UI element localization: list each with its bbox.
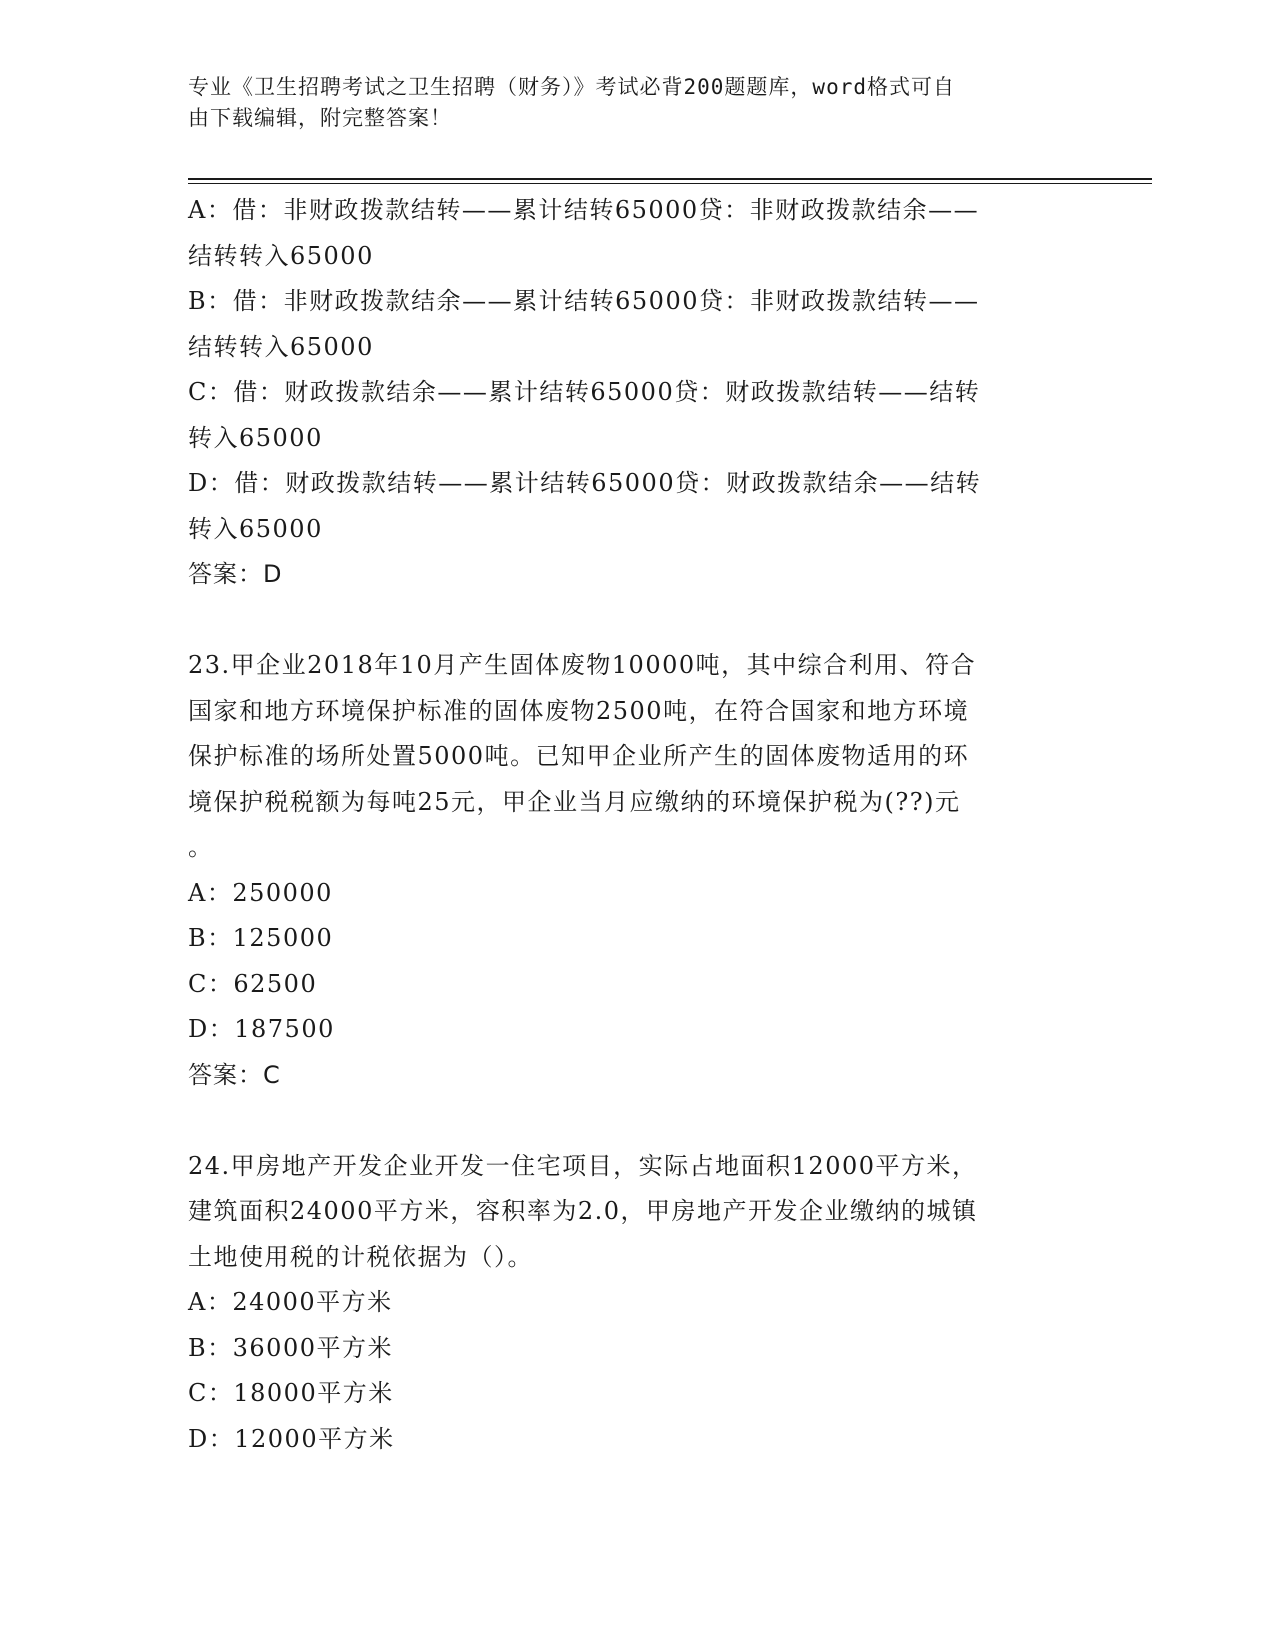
header-line-2: 由下载编辑，附完整答案！ xyxy=(188,106,452,130)
question-24 xyxy=(188,1144,1088,1463)
spacer xyxy=(188,1098,1088,1144)
question-24-option-a: A：24000平方米 xyxy=(188,1288,393,1316)
option-c-line-2: 转入65000 xyxy=(188,423,323,452)
question-24-option-b: B：36000平方米 xyxy=(188,1333,393,1362)
question-24-option-d: D：12000平方米 xyxy=(188,1424,395,1453)
option-d-line-2: 转入65000 xyxy=(188,514,323,543)
header-line-1: 专业《卫生招聘考试之卫生招聘（财务）》考试必背200题题库，word格式可自 xyxy=(188,75,955,99)
option-b-line-2: 结转转入65000 xyxy=(188,332,374,361)
question-23-option-d: D：187500 xyxy=(188,1015,335,1043)
question-23-option-a: A：250000 xyxy=(188,878,333,907)
option-a-line-2: 结转转入65000 xyxy=(188,241,374,270)
option-c-line-1: C：借：财政拨款结余——累计结转65000贷：财政拨款结转——结转 xyxy=(188,378,981,406)
question-23-stem-line-1: 23.甲企业2018年10月产生固体废物10000吨，其中综合利用、符合 xyxy=(188,651,977,679)
option-a-line-1: A：借：非财政拨款结转——累计结转65000贷：非财政拨款结余—— xyxy=(188,196,980,224)
question-23-stem-line-5: 。 xyxy=(188,833,214,861)
question-24-option-c: C：18000平方米 xyxy=(188,1379,394,1407)
option-d-line-1: D：借：财政拨款结转——累计结转65000贷：财政拨款结余——结转 xyxy=(188,469,982,497)
question-23-stem-line-3: 保护标准的场所处置5000吨。已知甲企业所产生的固体废物适用的环 xyxy=(188,742,970,770)
question-22-answer: 答案：D xyxy=(188,560,283,588)
document-body xyxy=(188,188,1088,1462)
question-24-stem-line-1: 24.甲房地产开发企业开发一住宅项目，实际占地面积12000平方米， xyxy=(188,1151,978,1180)
header-rule-thick xyxy=(188,178,1152,180)
question-23-stem-line-4: 境保护税税额为每吨25元，甲企业当月应缴纳的环境保护税为(??)元 xyxy=(188,787,961,816)
spacer xyxy=(188,598,1088,644)
question-24-stem-line-3: 土地使用税的计税依据为（）。 xyxy=(188,1242,533,1271)
question-23-answer: 答案：C xyxy=(188,1060,281,1089)
header-rule-thin xyxy=(188,183,1152,184)
question-23-stem-line-2: 国家和地方环境保护标准的固体废物2500吨，在符合国家和地方环境 xyxy=(188,696,970,725)
question-23-option-b: B：125000 xyxy=(188,924,334,952)
question-22-options xyxy=(188,188,1088,552)
question-23-option-c: C：62500 xyxy=(188,969,318,998)
option-b-line-1: B：借：非财政拨款结余——累计结转65000贷：非财政拨款结转—— xyxy=(188,287,980,315)
question-24-stem-line-2: 建筑面积24000平方米，容积率为2.0，甲房地产开发企业缴纳的城镇 xyxy=(188,1197,978,1225)
document-header xyxy=(188,72,1068,134)
question-23 xyxy=(188,643,1088,1098)
